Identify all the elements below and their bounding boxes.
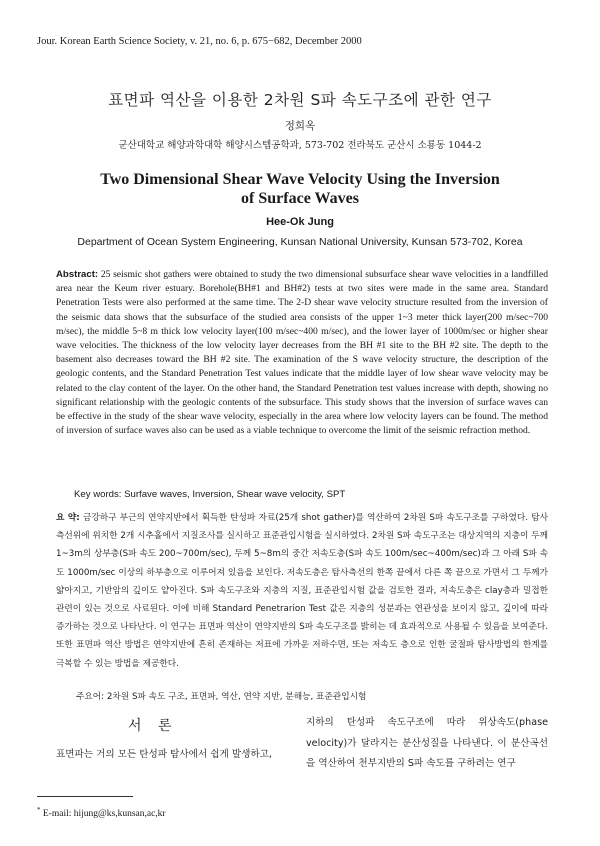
footnote-divider bbox=[37, 796, 133, 797]
body-column-right: 지하의 탄성파 속도구조에 따라 위상속도(phase velocity)가 달라지는 분산성질을 나타낸다. 이 분산곡선을 역산하여 천부지반의 S파 속도를 구하려는 연구 bbox=[306, 717, 548, 769]
korean-abstract-text: 금강하구 부근의 연약지반에서 획득한 탄성파 자료(25개 shot gather)를 역산하여 2차원 S파 속도구조를 구하였다. 탐사측선위에 위치한 2개 시추홀에서 지질조사를 실시하고 표준관입시험을 실시하였다. 2차원 S파 속도구조는 대상지역의 지층이 두께 1~3m의 상부층(S파 속도 200~700m/sec), 두께 5~8m의 중간 저속도층(S파 속도 100m/sec~400m/sec)과 그 아래 S파 속도 1000m/sec 이상의 하부층으로 이루어져 있음을 보인다. 저속도층은 탐사측선의 한쪽 끝에서 다른 쪽 끝으로 가면서 그 두께가 얇아지고, 기반암의 깊이도 얕아진다. S파 속도구조와 지층의 지질, 표준관입시험 값을 검토한 결과, 저속도층은 clay층과 밀접한 관련이 있는 것으로 사료된다. 이에 비해 Standard Penetrarion Test 값은 지층의 성분과는 연관성을 보이지 않고, 깊이에 따라 증가하는 것으로 나타난다. 이 연구는 표면파 역산이 연약지반의 S파 속도구조를 밝히는 데 효과적으로 사용될 수 있음을 보여준다. 또한 표면파 역산 방법은 연약지반에 흔히 존재하는 저표에 가까운 저하수면, 또는 저속도 층으로 인한 굴절파 탐사방법의 한계를 극복할 수 있는 방법을 제공한다. bbox=[56, 513, 548, 669]
korean-author: 정희옥 bbox=[284, 120, 316, 132]
abstract bbox=[56, 268, 548, 438]
journal-citation: Jour. Korean Earth Science Society, v. 21, no. 6, p. 675−682, December 2000 bbox=[37, 36, 362, 47]
footnote-mark: * bbox=[37, 806, 41, 814]
korean-abstract-label: 요 약: bbox=[56, 513, 80, 523]
english-title-line-2: of Surface Waves bbox=[241, 190, 359, 207]
korean-title: 표면파 역산을 이용한 2차원 S파 속도구조에 관한 연구 bbox=[108, 91, 492, 109]
abstract-text: 25 seismic shot gathers were obtained to study the two dimensional subsurface shear wave velocities in a landfilled area near the Keum river estuary. Borehole(BH#1 and BH#2) tests at two sites were made in the same area. Standard Penetration Tests were also performed at the same time. The 2-D shear wave velocity structure resulted from the inversion of the seismic data shows that the subsurface of the studied area consists of the upper 1~3 meter thick layer(200 m/sec~700 m/sec), the middle 5~8 m thick low velocity layer(100 m/sec~400 m/sec), and the lower layer of 1000m/sec or higher shear wave velocities. The thickness of the low velocity layer decreases from the BH #1 site to the BH #2 site. The depth to the basement also decreases toward the BH #2 site. The examination of the S wave velocity structure, the description of the geologic contents, and the Standard Penetration Test values indicate that the middle layer of low shear wave velocity may be related to the clay content of the layer. On the other hand, the Standard Penetration test values increase with depth, showing no significant relationship with the geologic contents of the subsurface. This study shows that the inversion of surface waves can be effective in the study of the shear wave velocity, especially in the area where low velocity layers can be found. The method of inversion of surface waves also can be used as a viable technique to overcome the limit of the seismic refraction method. bbox=[56, 269, 549, 437]
footnote bbox=[37, 806, 166, 819]
keywords: Key words: Surfave waves, Inversion, Shear wave velocity, SPT bbox=[74, 489, 346, 500]
english-title bbox=[60, 170, 540, 208]
english-author: Hee-Ok Jung bbox=[266, 216, 334, 228]
abstract-label: Abstract: bbox=[56, 269, 99, 280]
korean-affiliation: 군산대학교 해양과학대학 해양시스템공학과, 573-702 전라북도 군산시 소룡동 1044-2 bbox=[118, 140, 482, 151]
english-affiliation: Department of Ocean System Engineering, Kunsan National University, Kunsan 573-702, Korea bbox=[77, 236, 523, 248]
section-heading-introduction: 서 론 bbox=[128, 718, 178, 734]
korean-abstract bbox=[56, 509, 548, 673]
footnote-email: E-mail: hijung@ks,kunsan,ac,kr bbox=[42, 809, 166, 820]
english-title-line-1: Two Dimensional Shear Wave Velocity Using the Inversion bbox=[100, 171, 500, 188]
korean-keywords: 주요어: 2차원 S파 속도 구조, 표면파, 역산, 연약 지반, 분해능, 표준관입시험 bbox=[76, 692, 367, 702]
body-column-left: 표면파는 거의 모든 탄성파 탐사에서 쉽게 발생하고, bbox=[56, 749, 272, 760]
